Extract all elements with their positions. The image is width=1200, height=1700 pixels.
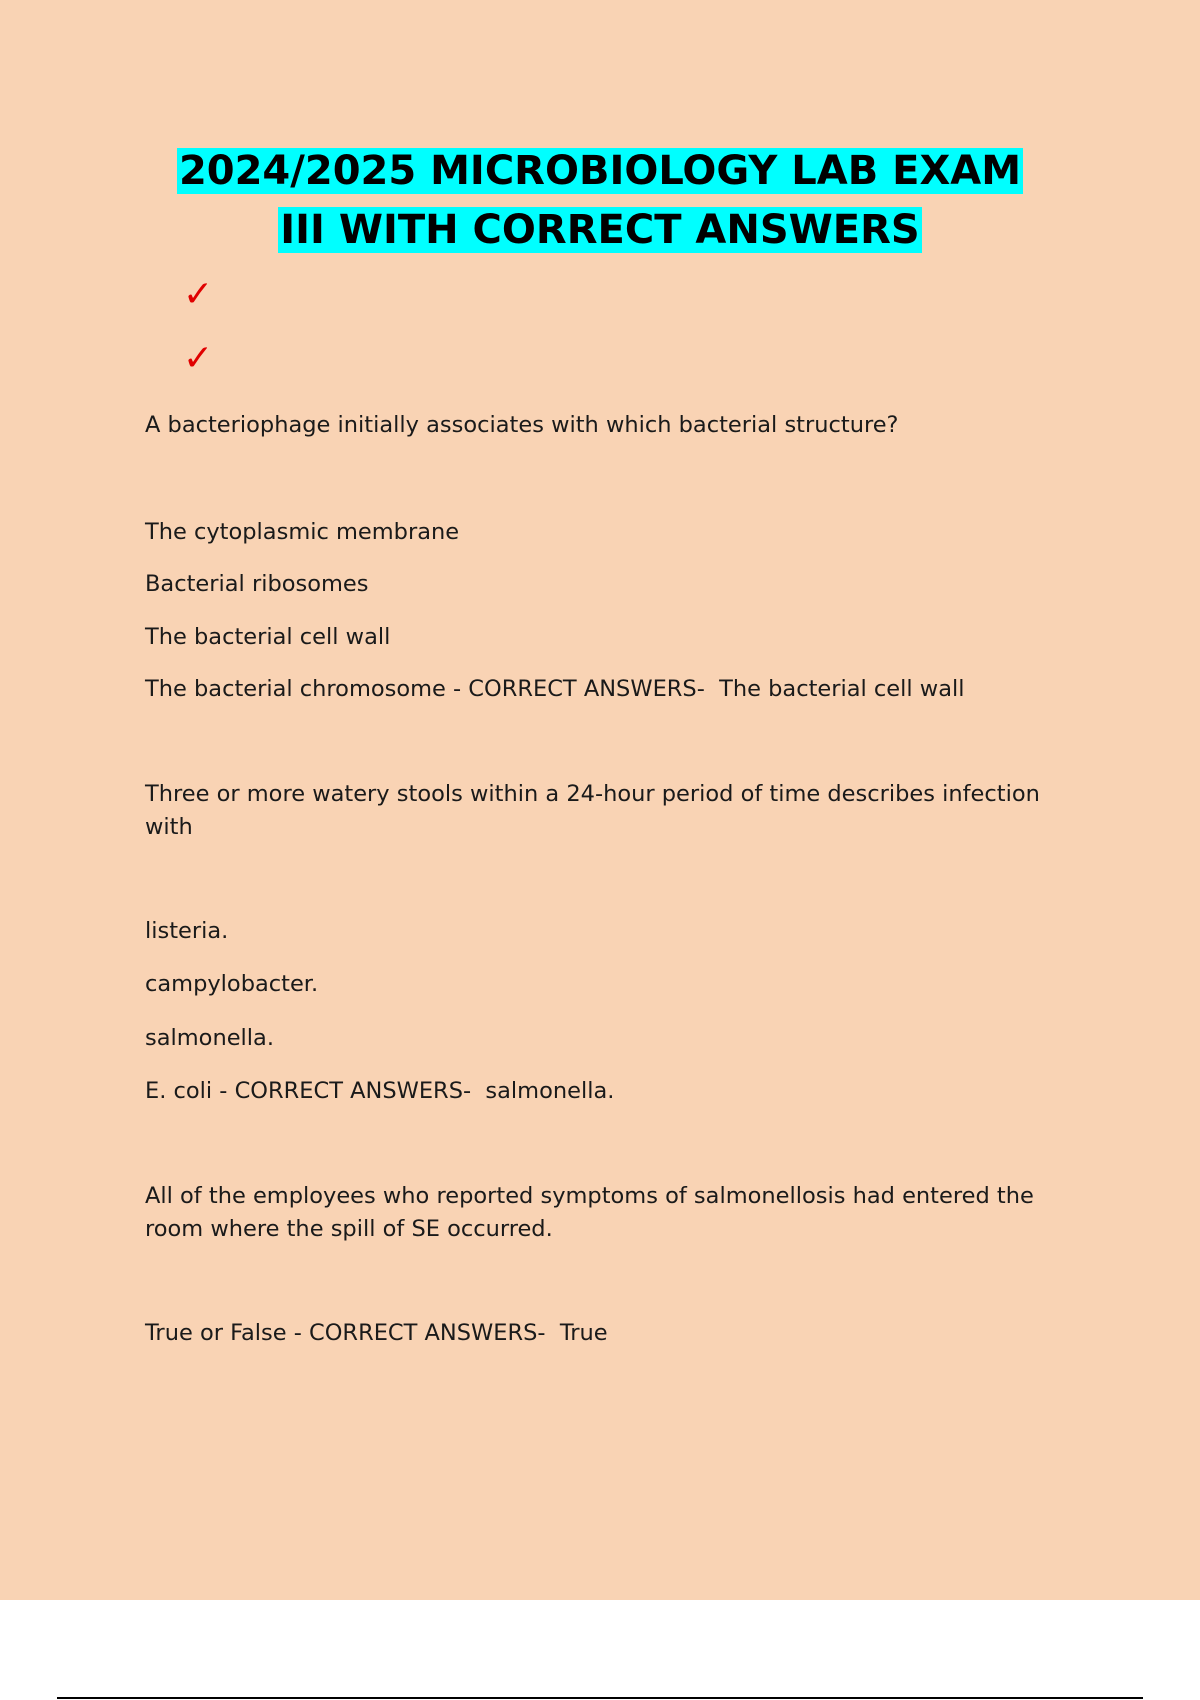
question-2-option-4-answer: E. coli - CORRECT ANSWERS- salmonella. [145, 1078, 615, 1104]
footer-divider [57, 1697, 1143, 1699]
question-1-option-4-answer: The bacterial chromosome - CORRECT ANSWERS- The bacterial cell wall [145, 676, 965, 702]
question-3: All of the employees who reported symptoms of salmonellosis had entered the room where the spill of SE occurred. [145, 1183, 1041, 1242]
question-1: A bacteriophage initially associates with which bacterial structure? [145, 412, 899, 438]
document-title [0, 142, 1200, 260]
question-1-option-2: Bacterial ribosomes [145, 571, 369, 597]
question-2-option-2: campylobacter. [145, 971, 319, 997]
question-2-option-1: listeria. [145, 918, 229, 944]
title-line-1: 2024/2025 MICROBIOLOGY LAB EXAM [178, 148, 1022, 194]
question-2-option-3: salmonella. [145, 1025, 274, 1051]
question-1-option-1: The cytoplasmic membrane [145, 519, 460, 545]
question-1-option-3: The bacterial cell wall [145, 624, 391, 650]
question-3-answer: True or False - CORRECT ANSWERS- True [145, 1320, 608, 1346]
question-2: Three or more watery stools within a 24-hour period of time describes infection with [145, 781, 1048, 840]
checkmark-icon: ✓ [183, 274, 214, 315]
checkmark-icon: ✓ [183, 338, 214, 379]
title-line-2: III WITH CORRECT ANSWERS [280, 207, 920, 253]
